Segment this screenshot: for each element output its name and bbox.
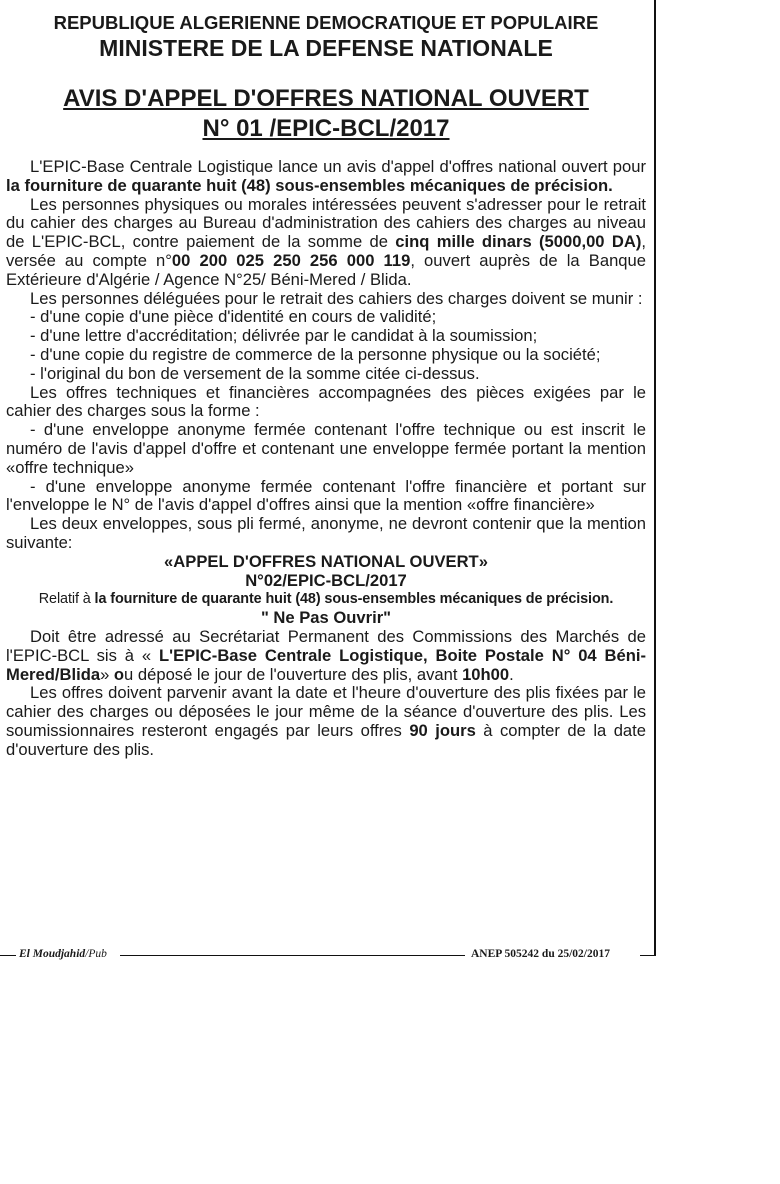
paragraph-intro: [6, 158, 646, 196]
address-o: o: [113, 664, 125, 684]
withdrawal-text-3: , ouvert auprès de la Banque Extérieure d'Algérie / Agence N°25/ Béni-Mered / Blida.: [6, 250, 646, 289]
envelope-mention-title: «APPEL D'OFFRES NATIONAL OUVERT»: [164, 551, 488, 571]
paragraph-withdrawal: [6, 196, 646, 290]
notice-footer: [0, 946, 660, 966]
address-text: Doit être adressé au Secrétariat Permanent des Commissions des Marchés de l'EPIC-BCL sis à «: [6, 626, 646, 665]
deadline-text-2: à compter de la date d'ouverture des plis.: [6, 720, 646, 759]
address-end: .: [509, 664, 514, 684]
address-text-2: u déposé le jour de l'ouverture des plis, avant: [124, 664, 463, 684]
footer-rule-middle: [120, 955, 465, 956]
republic-heading: REPUBLIQUE ALGERIENNE DEMOCRATIQUE ET POPULAIRE: [53, 12, 599, 33]
list-item: - l'original du bon de versement de la somme citée ci-dessus.: [30, 363, 480, 383]
footer-rule-right: [640, 955, 656, 956]
paragraph-offers: Les offres techniques et financières accompagnées des pièces exigées par le cahier des charges sous la forme :: [6, 382, 646, 421]
paragraph-delegates: Les personnes déléguées pour le retrait des cahiers des charges doivent se munir :: [30, 288, 643, 308]
notice-content: [6, 8, 646, 760]
withdrawal-text-2: , versée au compte n°: [6, 232, 646, 270]
paragraph-envelopes: Les deux enveloppes, sous pli fermé, anonyme, ne devront contenir que la mention suivante:: [6, 514, 646, 552]
notice-title: AVIS D'APPEL D'OFFRES NATIONAL OUVERT: [63, 85, 589, 112]
footer-rule-left: [0, 955, 16, 956]
paragraph-deadline: [6, 684, 646, 759]
address-quote: »: [100, 664, 114, 684]
paragraph-address: [6, 628, 646, 684]
publication-suffix: /Pub: [85, 948, 107, 960]
notice-body: [6, 158, 646, 760]
list-item: - d'une enveloppe anonyme fermée contenant l'offre financière et portant sur l'enveloppe le N° de l'avis d'appel d'offres ainsi que la mention «offre financière»: [6, 476, 646, 515]
account-number: 00 200 025 250 256 000 119: [171, 250, 411, 270]
publication-name: El Moudjahid: [19, 948, 86, 960]
deadline-time: 10h00: [462, 664, 510, 684]
notice-border: [654, 0, 656, 955]
intro-subject: la fourniture de quarante huit (48) sous-ensembles mécaniques de précision.: [6, 175, 613, 195]
list-item: - d'une enveloppe anonyme fermée contenant l'offre technique ou est inscrit le numéro de l'avis d'appel d'offre et contenant une enveloppe fermée portant la mention «offre technique»: [6, 420, 646, 477]
ministry-heading: MINISTERE DE LA DEFENSE NATIONALE: [99, 35, 553, 61]
do-not-open: " Ne Pas Ouvrir": [260, 608, 392, 628]
subject-text: la fourniture de quarante huit (48) sous-ensembles mécaniques de précision.: [94, 591, 614, 608]
list-item: - d'une copie d'une pièce d'identité en cours de validité;: [30, 307, 437, 327]
address-bold: L'EPIC-Base Centrale Logistique, Boite Postale N° 04 Béni-Mered/Blida: [6, 645, 647, 684]
deadline-text: Les offres doivent parvenir avant la date et l'heure d'ouverture des plis fixées par le cahier des charges ou déposées le jour même de la séance d'ouverture des plis. Les soumissionnaires resteront engagés par leurs offres: [6, 683, 646, 740]
anep-reference: ANEP 505242 du 25/02/2017: [467, 948, 614, 960]
publication-credit: [16, 948, 110, 960]
subject-prefix: Relatif à: [38, 591, 95, 608]
withdrawal-text: Les personnes physiques ou morales intéressées peuvent s'adresser pour le retrait du cahier des charges au Bureau d'administration des cahiers des charges au niveau de L'EPIC-BCL, contre paiement de la somme de: [6, 194, 646, 252]
notice-number: N° 01 /EPIC-BCL/2017: [202, 115, 450, 142]
list-item: - d'une copie du registre de commerce de la personne physique ou la société;: [30, 344, 601, 364]
envelope-mention-number: N°02/EPIC-BCL/2017: [245, 570, 407, 590]
validity-days: 90 jours: [409, 720, 476, 740]
list-item: - d'une lettre d'accréditation; délivrée par le candidat à la soumission;: [30, 326, 538, 346]
envelope-mention-subject: [6, 590, 646, 609]
intro-text: L'EPIC-Base Centrale Logistique lance un avis d'appel d'offres national ouvert pour: [30, 157, 646, 176]
withdrawal-amount: cinq mille dinars (5000,00 DA): [395, 232, 642, 252]
